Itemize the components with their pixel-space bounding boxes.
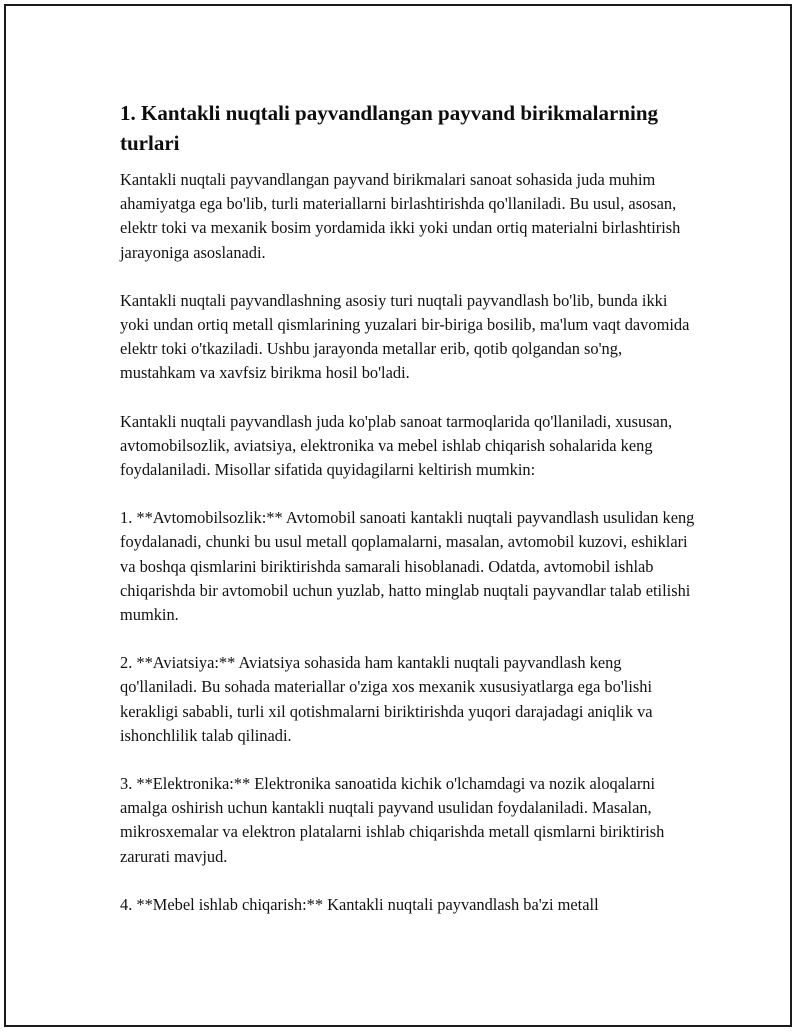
document-body	[120, 98, 700, 941]
section-title: 1. Kantakli nuqtali payvandlangan payvand birikmalarning turlari	[120, 101, 659, 155]
list-item-furniture: 4. **Mebel ishlab chiqarish:** Kantakli nuqtali payvandlash ba'zi metall	[120, 894, 599, 914]
paragraph-main-type: Kantakli nuqtali payvandlashning asosiy turi nuqtali payvandlash bo'lib, bunda ikki yoki undan ortiq metall qismlarining yuzalari bir-biriga bosilib, ma'lum vaqt davomida elektr toki o'tkaziladi. Ushbu jarayonda metallar erib, qotib qolgandan so'ng, mustahkam va xavfsiz birikma hosil bo'ladi.	[120, 290, 690, 383]
page-frame	[4, 4, 792, 1027]
list-item-aviation: 2. **Aviatsiya:** Aviatsiya sohasida ham kantakli nuqtali payvandlash keng qo'llaniladi. Bu sohada materiallar o'ziga xos mexanik xususiyatlarga ega bo'lishi kerakligi sababli, turli xil qotishmalarni biriktirishda yuqori darajadagi aniqlik va ishonchlilik talab qilinadi.	[120, 653, 653, 745]
paragraph-applications: Kantakli nuqtali payvandlash juda ko'plab sanoat tarmoqlarida qo'llaniladi, xususan, avtomobilsozlik, aviatsiya, elektronika va mebel ishlab chiqarish sohalarida keng foydalaniladi. Misollar sifatida quyidagilarni keltirish mumkin:	[120, 411, 673, 480]
list-item-electronics: 3. **Elektronika:** Elektronika sanoatida kichik o'lchamdagi va nozik aloqalarni amalga oshirish uchun kantakli nuqtali payvand usulidan foydalaniladi. Masalan, mikrosxemalar va elektron platalarni ishlab chiqarishda metall qismlarni biriktirish zarurati mavjud.	[120, 774, 665, 866]
paragraph-intro: Kantakli nuqtali payvandlangan payvand birikmalari sanoat sohasida juda muhim ahamiyatga ega bo'lib, turli materiallarni birlashtirishda qo'llaniladi. Bu usul, asosan, elektr toki va mexanik bosim yordamida ikki yoki undan ortiq materialni birlashtirish jarayoniga asoslanadi.	[120, 170, 681, 262]
list-item-automotive: 1. **Avtomobilsozlik:** Avtomobil sanoati kantakli nuqtali payvandlash usulidan keng foydalanadi, chunki bu usul metall qoplamalarni, masalan, avtomobil kuzovi, eshiklari va boshqa qismlarini biriktirishda samarali hisoblanadi. Odatda, avtomobil ishlab chiqarishda bir avtomobil uchun yuzlab, hatto minglab nuqtali payvandlar talab etilishi mumkin.	[120, 508, 695, 625]
